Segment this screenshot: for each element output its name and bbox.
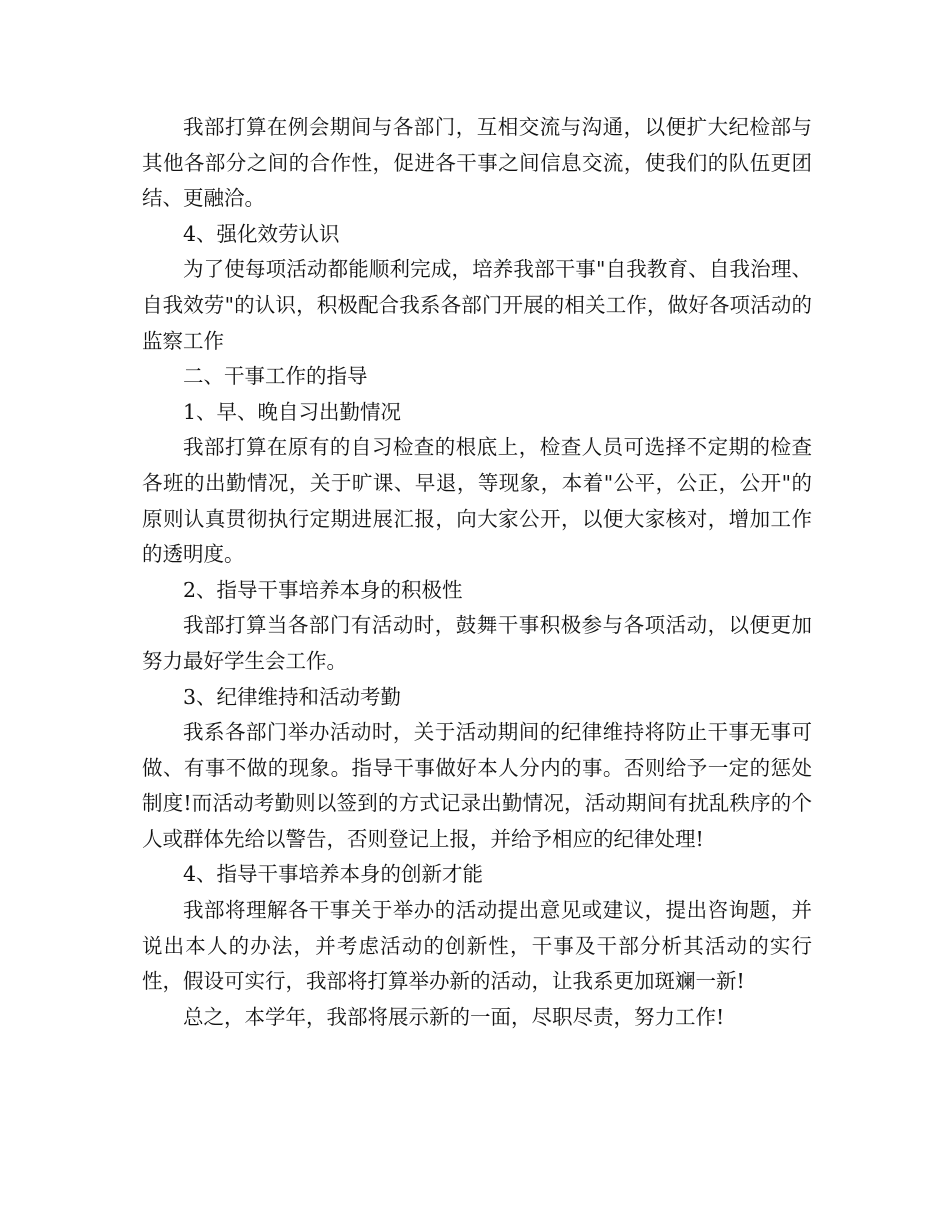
paragraph-attendance: 我部打算在原有的自习检查的根底上，检查人员可选择不定期的检查各班的出勤情况，关于旷课、早退，等现象，本着"公平，公正，公开"的原则认真贯彻执行定期进展汇报，向大家公开，以便大家核对，增加工作的透明度。 [142,435,812,567]
heading-discipline: 3、纪律维持和活动考勤 [183,684,402,709]
paragraph-exchange-communication: 我部打算在例会期间与各部门，互相交流与沟通，以便扩大纪检部与其他各部分之间的合作性，促进各干事之间信息交流，使我们的队伍更团结、更融洽。 [142,115,812,211]
paragraph-conclusion: 总之，本学年，我部将展示新的一面，尽职尽责，努力工作! [183,1004,725,1029]
section-heading-guidance: 二、干事工作的指导 [183,364,368,389]
paragraph-innovation: 我部将理解各干事关于举办的活动提出意见或建议，提出咨询题，并说出本人的办法，并考虑活动的创新性，干事及干部分析其活动的实行性，假设可实行，我部将打算举办新的活动，让我系更加斑斓一新! [142,898,812,994]
document-body [142,110,812,1035]
paragraph-discipline: 我系各部门举办活动时，关于活动期间的纪律维持将防止干事无事可做、有事不做的现象。指导干事做好本人分内的事。否则给予一定的惩处制度!而活动考勤则以签到的方式记录出勤情况，活动期间有扰乱秩序的个人或群体先给以警告，否则登记上报，并给予相应的纪律处理! [142,720,812,851]
heading-innovation: 4、指导干事培养本身的创新才能 [183,862,484,887]
heading-attendance: 1、早、晚自习出勤情况 [183,399,402,424]
paragraph-enthusiasm: 我部打算当各部门有活动时，鼓舞干事积极参与各项活动，以便更加努力最好学生会工作。 [142,613,812,673]
paragraph-service-awareness: 为了使每项活动都能顺利完成，培养我部干事"自我教育、自我治理、自我效劳"的认识，积极配合我系各部门开展的相关工作，做好各项活动的监察工作 [142,257,812,353]
heading-strengthen-service: 4、强化效劳认识 [183,221,340,246]
heading-enthusiasm: 2、指导干事培养本身的积极性 [183,577,463,602]
